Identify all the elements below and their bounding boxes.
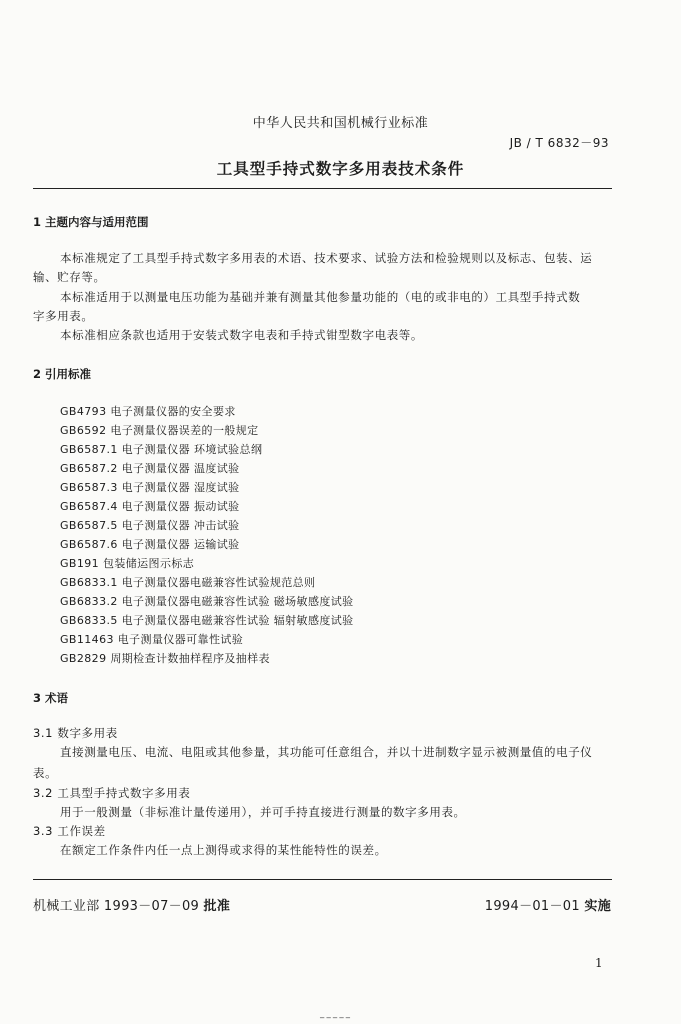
section-1-heading: 1 主题内容与适用范围 [33, 215, 149, 229]
approval-date: 机械工业部 1993－07－09 批准 [33, 899, 231, 914]
scan-artifact: ━ ━ ━ ━ ━ [320, 1014, 350, 1022]
term-3-1-heading: 3.1 数字多用表 [33, 726, 118, 740]
term-3-3-body: 在额定工作条件内任一点上测得或求得的某性能特性的误差。 [60, 843, 387, 857]
reference-item: GB191 包装储运图示标志 [60, 557, 195, 570]
standard-number: JB / T 6832－93 [509, 136, 609, 150]
section-3-heading: 3 术语 [33, 691, 69, 705]
reference-item: GB6833.5 电子测量仪器电磁兼容性试验 辐射敏感度试验 [60, 614, 354, 627]
reference-item: GB2829 周期检查计数抽样程序及抽样表 [60, 652, 270, 665]
reference-item: GB6587.3 电子测量仪器 湿度试验 [60, 481, 240, 494]
reference-item: GB6592 电子测量仪器误差的一般规定 [60, 424, 259, 437]
term-3-2-body: 用于一般测量（非标准计量传递用），并可手持直接进行测量的数字多用表。 [60, 805, 466, 819]
term-3-1-body-line-2: 表。 [33, 766, 58, 780]
term-3-2-heading: 3.2 工具型手持式数字多用表 [33, 786, 191, 800]
page-number: 1 [595, 956, 603, 970]
section-2-heading: 2 引用标准 [33, 367, 92, 381]
reference-item: GB6587.5 电子测量仪器 冲击试验 [60, 519, 240, 532]
term-3-1-body-line-1: 直接测量电压、电流、电阻或其他参量，其功能可任意组合，并以十进制数字显示被测量值的电子仪 [60, 745, 593, 759]
section-1-para-1-line-2: 输、贮存等。 [33, 270, 106, 284]
term-3-3-heading: 3.3 工作误差 [33, 824, 106, 838]
reference-item: GB6833.2 电子测量仪器电磁兼容性试验 磁场敏感度试验 [60, 595, 354, 608]
header-rule [33, 188, 612, 189]
section-1-para-2-line-1: 本标准适用于以测量电压功能为基础并兼有测量其他参量功能的（电的或非电的）工具型手持式数 [60, 290, 581, 304]
referenced-standards-list [60, 402, 354, 668]
section-1-para-3: 本标准相应条款也适用于安装式数字电表和手持式钳型数字电表等。 [60, 328, 423, 342]
reference-item: GB6833.1 电子测量仪器电磁兼容性试验规范总则 [60, 576, 316, 589]
reference-item: GB6587.6 电子测量仪器 运输试验 [60, 538, 240, 551]
document-title: 工具型手持式数字多用表技术条件 [216, 160, 465, 178]
footer-rule [33, 879, 612, 880]
reference-item: GB6587.2 电子测量仪器 温度试验 [60, 462, 240, 475]
reference-item: GB11463 电子测量仪器可靠性试验 [60, 633, 244, 646]
section-1-para-1-line-1: 本标准规定了工具型手持式数字多用表的术语、技术要求、试验方法和检验规则以及标志、包装、运 [60, 251, 593, 265]
section-1-para-2-line-2: 字多用表。 [33, 309, 94, 323]
reference-item: GB6587.4 电子测量仪器 振动试验 [60, 500, 240, 513]
reference-item: GB4793 电子测量仪器的安全要求 [60, 405, 236, 418]
issuing-organization: 中华人民共和国机械行业标准 [252, 116, 429, 131]
reference-item: GB6587.1 电子测量仪器 环境试验总纲 [60, 443, 263, 456]
effective-date: 1994－01－01 实施 [484, 899, 611, 914]
